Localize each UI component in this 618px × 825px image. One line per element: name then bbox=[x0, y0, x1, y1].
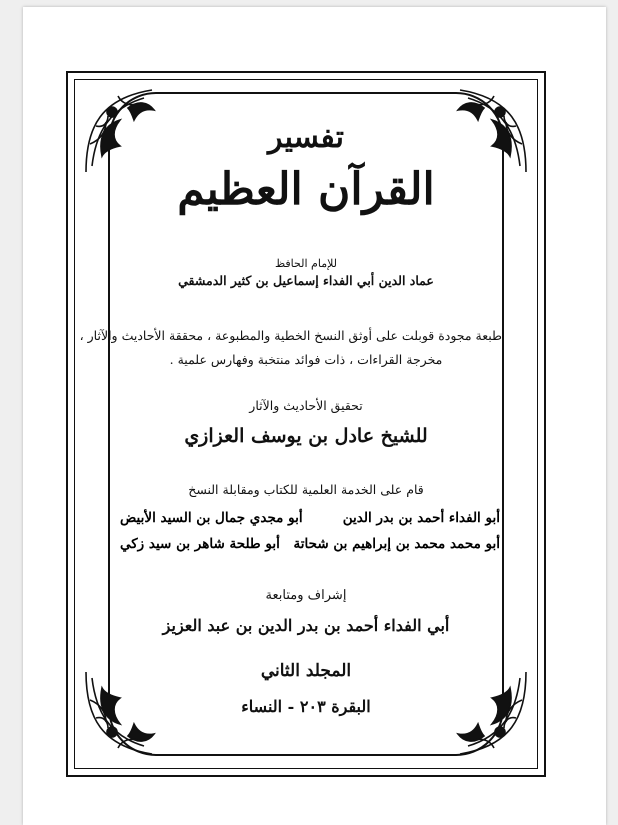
surah-range: البقرة ٢٠٣ - النساء bbox=[241, 697, 371, 716]
contributors-row bbox=[120, 510, 500, 536]
contributor-name: أبو طلحة شاهر بن سيد زكي bbox=[120, 536, 280, 552]
tahqiq-name: للشيخ عادل بن يوسف العزازي bbox=[184, 425, 428, 447]
book-title: القرآن العظيم bbox=[177, 164, 435, 215]
imam-label: للإمام الحافظ bbox=[274, 257, 338, 270]
contributor-name: أبو مجدي جمال بن السيد الأبيض bbox=[120, 510, 303, 526]
volume-label: المجلد الثاني bbox=[260, 661, 352, 681]
edition-description-line-2: مخرجة القراءات ، ذات فوائد منتخبة وفهارس علمية . bbox=[169, 352, 443, 367]
contributor-name: أبو الفداء أحمد بن بدر الدين bbox=[342, 510, 500, 526]
tahqiq-label: تحقيق الأحاديث والآثار bbox=[249, 398, 363, 413]
contributors-list bbox=[120, 510, 500, 562]
contributors-row bbox=[120, 536, 500, 562]
supervisor-name: أبي الفداء أحمد بن بدر الدين بن عبد العزيز bbox=[162, 616, 450, 635]
edition-description-line-1: طبعة مجودة قوبلت على أوثق النسخ الخطية والمطبوعة ، محققة الأحاديث والآثار ، bbox=[79, 328, 502, 343]
title-top: تفسير bbox=[268, 120, 344, 155]
supervision-label: إشراف ومتابعة bbox=[265, 588, 347, 603]
author-name: عماد الدين أبي الفداء إسماعيل بن كثير الدمشقي bbox=[178, 273, 434, 288]
service-label: قام على الخدمة العلمية للكتاب ومقابلة النسخ bbox=[188, 482, 424, 497]
contributor-name: أبو محمد محمد بن إبراهيم بن شحاتة bbox=[293, 536, 500, 552]
